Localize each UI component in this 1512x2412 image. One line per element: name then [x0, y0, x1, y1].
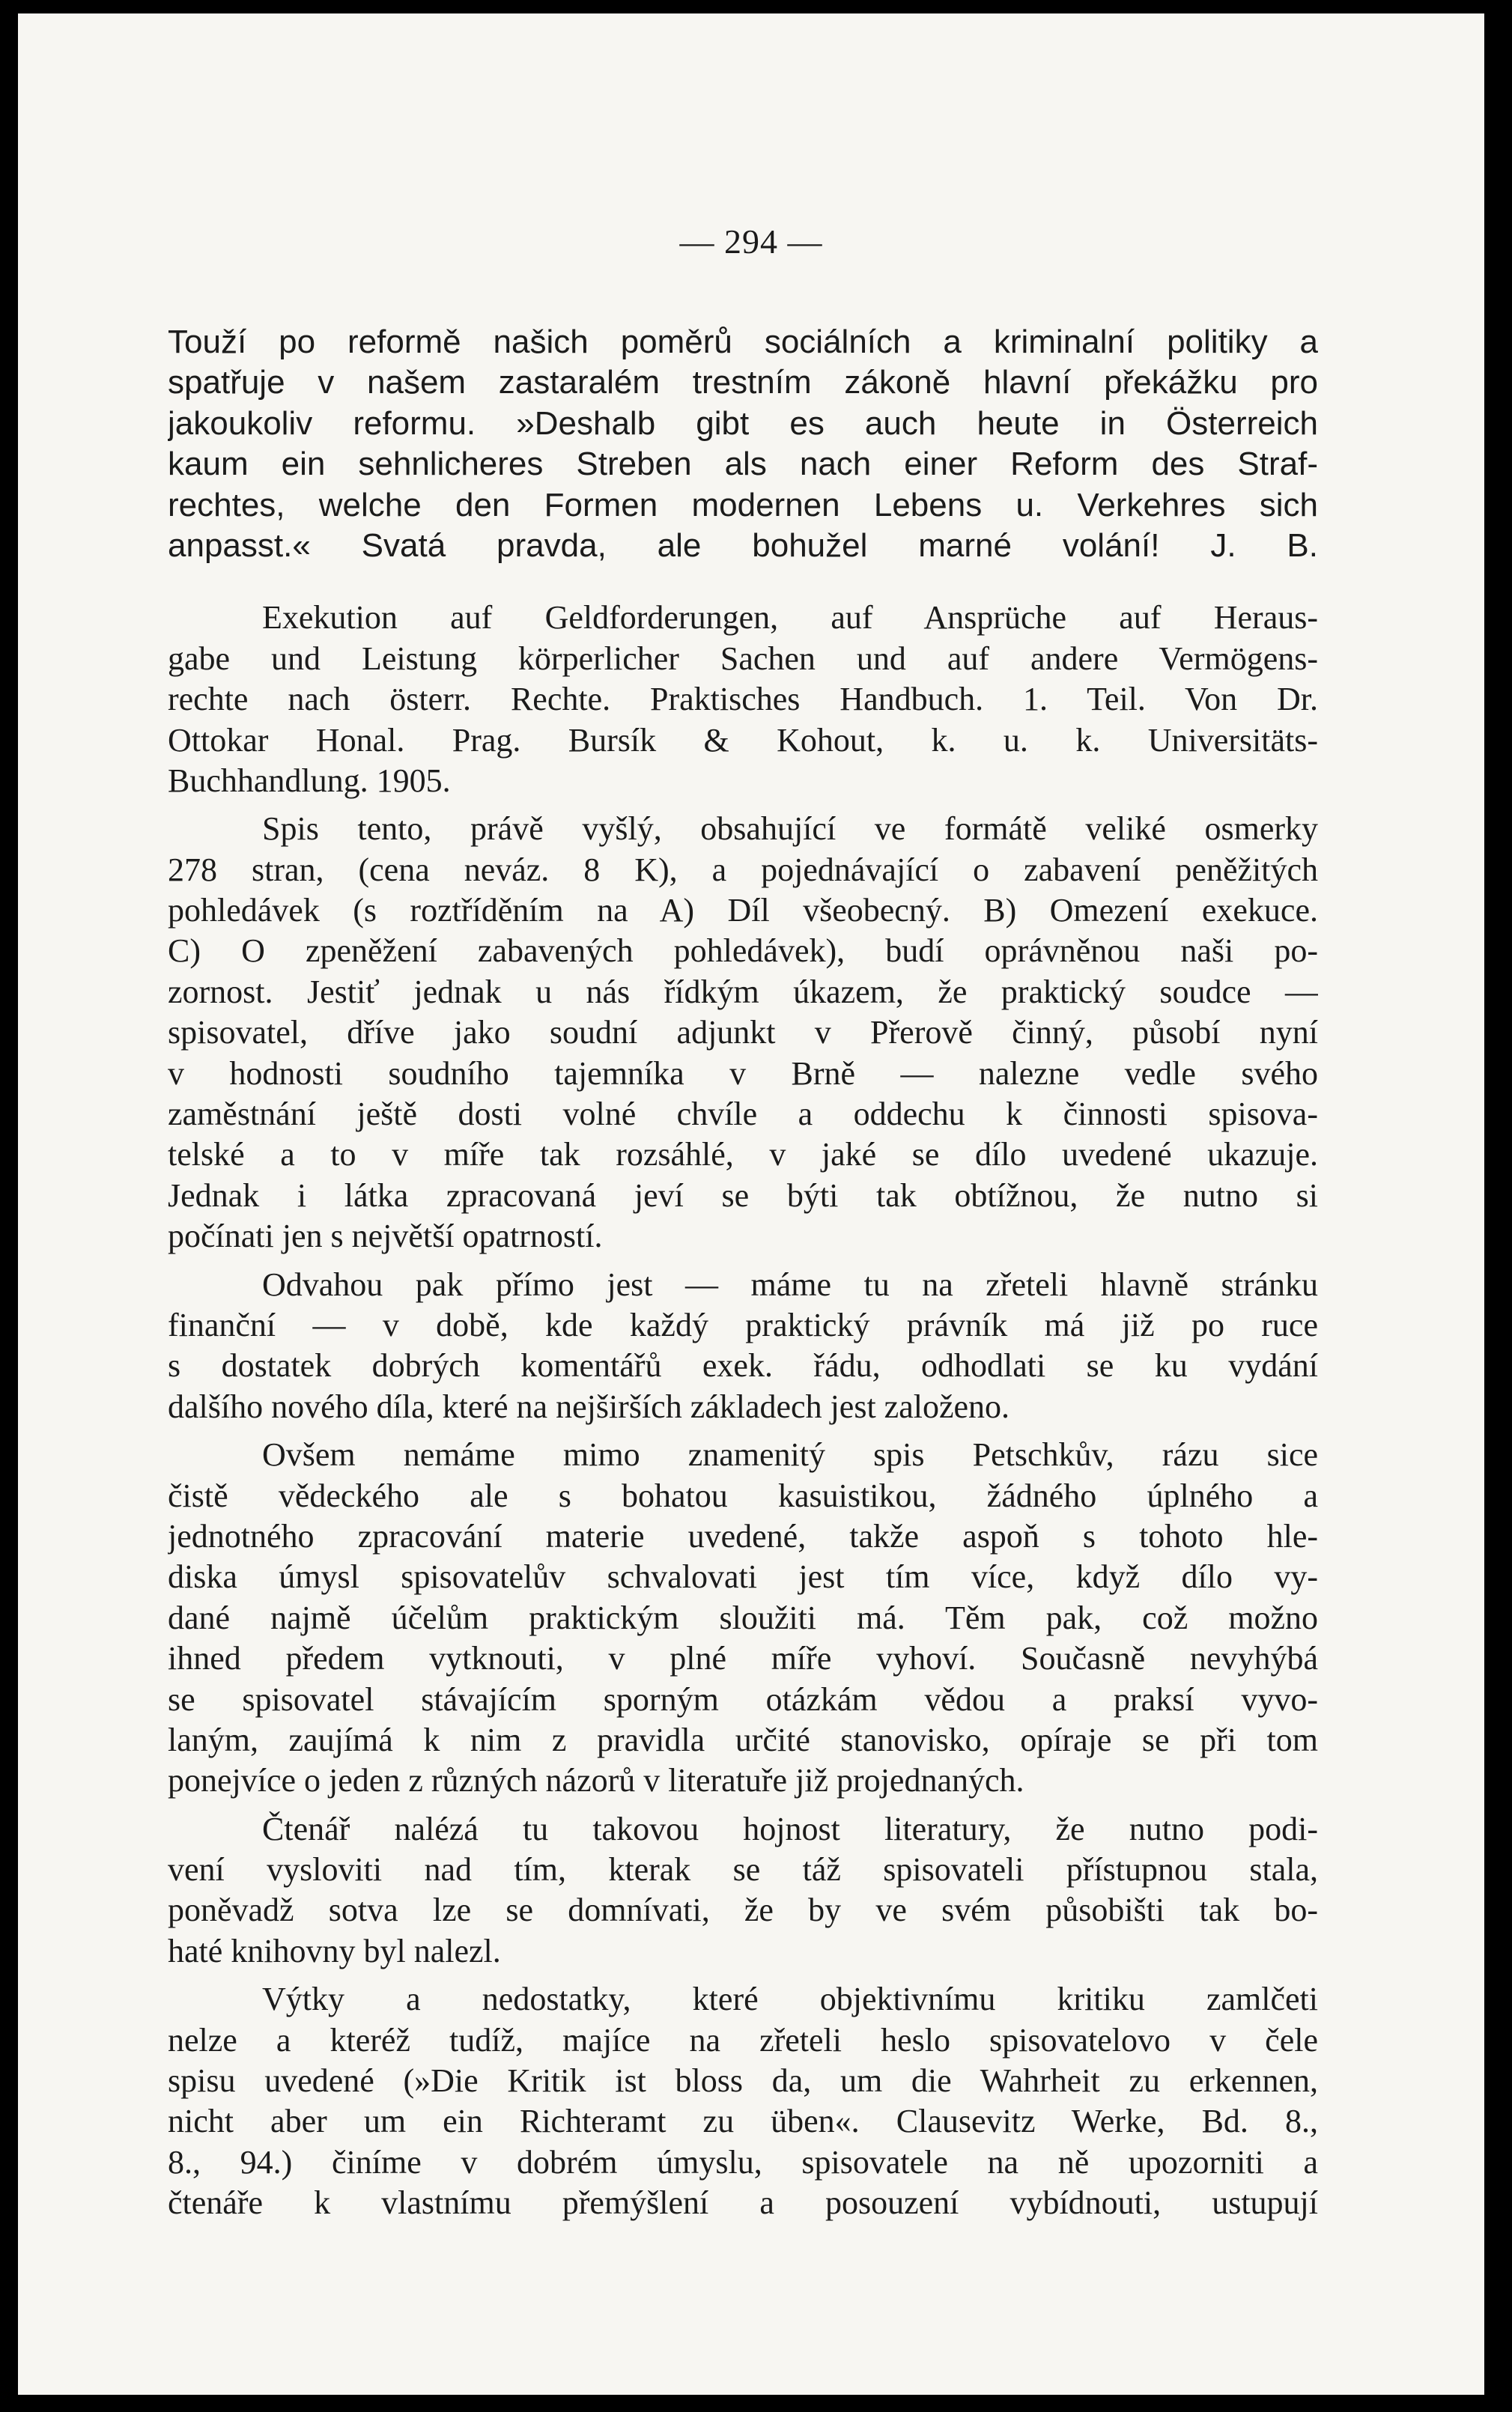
- text-line: v hodnosti soudního tajemníka v Brně — nalezne vedle svého: [168, 1054, 1318, 1092]
- text-line: diska úmysl spisovatelův schvalovati jest tím více, když dílo vy-: [168, 1558, 1318, 1596]
- text-line: Odvahou pak přímo jest — máme tu na zřeteli hlavně stránku: [262, 1266, 1318, 1303]
- text-line: poněvadž sotva lze se domnívati, že by ve svém působišti tak bo-: [168, 1892, 1318, 1929]
- text-line: počínati jen s největší opatrností.: [168, 1218, 603, 1255]
- text-line: rechtes, welche den Formen modernen Lebens u. Verkehres sich: [168, 486, 1318, 523]
- text-line: laným, zaujímá k nim z pravidla určité stanovisko, opíraje se při tom: [168, 1721, 1318, 1758]
- text-line: Touží po reformě našich poměrů sociálních a kriminalní politiky a: [168, 323, 1318, 360]
- text-line: 278 stran, (cena neváz. 8 K), a pojednávající o zabavení peněžitých: [168, 851, 1318, 888]
- text-line: zaměstnání ještě dosti volné chvíle a oddechu k činnosti spisova-: [168, 1096, 1318, 1133]
- text-line: spisu uvedené (»Die Kritik ist bloss da, um die Wahrheit zu erkennen,: [168, 2062, 1318, 2100]
- text-line: ponejvíce o jeden z různých názorů v literatuře již projednaných.: [168, 1762, 1024, 1799]
- text-line: pohledávek (s roztříděním na A) Díl všeobecný. B) Omezení exekuce.: [168, 892, 1318, 929]
- text-line: Buchhandlung. 1905.: [168, 762, 451, 799]
- text-line: C) O zpeněžení zabavených pohledávek), budí oprávněnou naši po-: [168, 932, 1318, 970]
- scanned-page: [18, 13, 1484, 2395]
- text-line: čistě vědeckého ale s bohatou kasuistikou, žádného úplného a: [168, 1477, 1318, 1514]
- text-line: jakoukoliv reformu. »Deshalb gibt es auch heute in Österreich: [168, 404, 1318, 442]
- text-line: Spis tento, právě vyšlý, obsahující ve formátě veliké osmerky: [262, 810, 1318, 848]
- text-line: se spisovatel stávajícím sporným otázkám vědou a praksí vyvo-: [168, 1680, 1318, 1718]
- text-line: jednotného zpracování materie uvedené, takže aspoň s tohoto hle-: [168, 1517, 1318, 1555]
- text-line: spatřuje v našem zastaralém trestním zákoně hlavní překážku pro: [168, 364, 1318, 401]
- text-line: dalšího nového díla, které na nejširších základech jest založeno.: [168, 1388, 1010, 1425]
- text-line: Výtky a nedostatky, které objektivnímu kritiku zamlčeti: [262, 1981, 1318, 2018]
- text-line: telské a to v míře tak rozsáhlé, v jaké se dílo uvedené ukazuje.: [168, 1136, 1318, 1173]
- text-line: zornost. Jestiť jednak u nás řídkým úkazem, že praktický soudce —: [168, 973, 1318, 1010]
- text-line: haté knihovny byl nalezl.: [168, 1932, 501, 1969]
- text-line: s dostatek dobrých komentářů exek. řádu, odhodlati se ku vydání: [168, 1347, 1318, 1385]
- text-line: nelze a kteréž tudíž, majíce na zřeteli heslo spisovatelovo v čele: [168, 2021, 1318, 2059]
- paragraph: [168, 1435, 1318, 1802]
- text-line: Ovšem nemáme mimo znamenitý spis Petschkův, rázu sice: [262, 1436, 1318, 1474]
- body-text: [168, 322, 1318, 2224]
- text-line: kaum ein sehnlicheres Streben als nach einer Reform des Straf-: [168, 446, 1318, 483]
- text-line: Ottokar Honal. Prag. Bursík & Kohout, k. u. k. Universitäts-: [168, 721, 1318, 759]
- page-number: — 294 —: [679, 222, 823, 261]
- text-line: 8., 94.) činíme v dobrém úmyslu, spisovatele na ně upozorniti a: [168, 2143, 1318, 2181]
- text-line: vení vysloviti nad tím, kterak se táž spisovateli přístupnou stala,: [168, 1851, 1318, 1889]
- text-line: dané najmě účelům praktickým sloužiti má. Těm pak, což možno: [168, 1599, 1318, 1636]
- text-line: čtenáře k vlastnímu přemýšlení a posouzení vybídnouti, ustupují: [168, 2184, 1318, 2222]
- paragraph: [168, 322, 1318, 566]
- paragraph: [168, 1265, 1318, 1428]
- paragraph: [168, 1979, 1318, 2223]
- text-line: anpasst.« Svatá pravda, ale bohužel marné volání! J. B.: [168, 526, 1318, 564]
- text-line: ihned předem vytknouti, v plné míře vyhoví. Současně nevyhýbá: [168, 1640, 1318, 1677]
- text-line: Exekution auf Geldforderungen, auf Ansprüche auf Heraus-: [262, 599, 1318, 637]
- text-line: spisovatel, dříve jako soudní adjunkt v Přerově činný, působí nyní: [168, 1014, 1318, 1051]
- text-line: nicht aber um ein Richteramt zu üben«. Clausevitz Werke, Bd. 8.,: [168, 2103, 1318, 2140]
- text-line: Jednak i látka zpracovaná jeví se býti tak obtížnou, že nutno si: [168, 1176, 1318, 1214]
- paragraph: [168, 1809, 1318, 1972]
- text-line: finanční — v době, kde každý praktický právník má již po ruce: [168, 1306, 1318, 1343]
- text-line: gabe und Leistung körperlicher Sachen und auf andere Vermögens-: [168, 640, 1318, 677]
- paragraph: [168, 809, 1318, 1257]
- text-line: Čtenář nalézá tu takovou hojnost literatury, že nutno podi-: [262, 1810, 1318, 1847]
- paragraph-review-heading: [168, 598, 1318, 801]
- text-line: rechte nach österr. Rechte. Praktisches Handbuch. 1. Teil. Von Dr.: [168, 681, 1318, 718]
